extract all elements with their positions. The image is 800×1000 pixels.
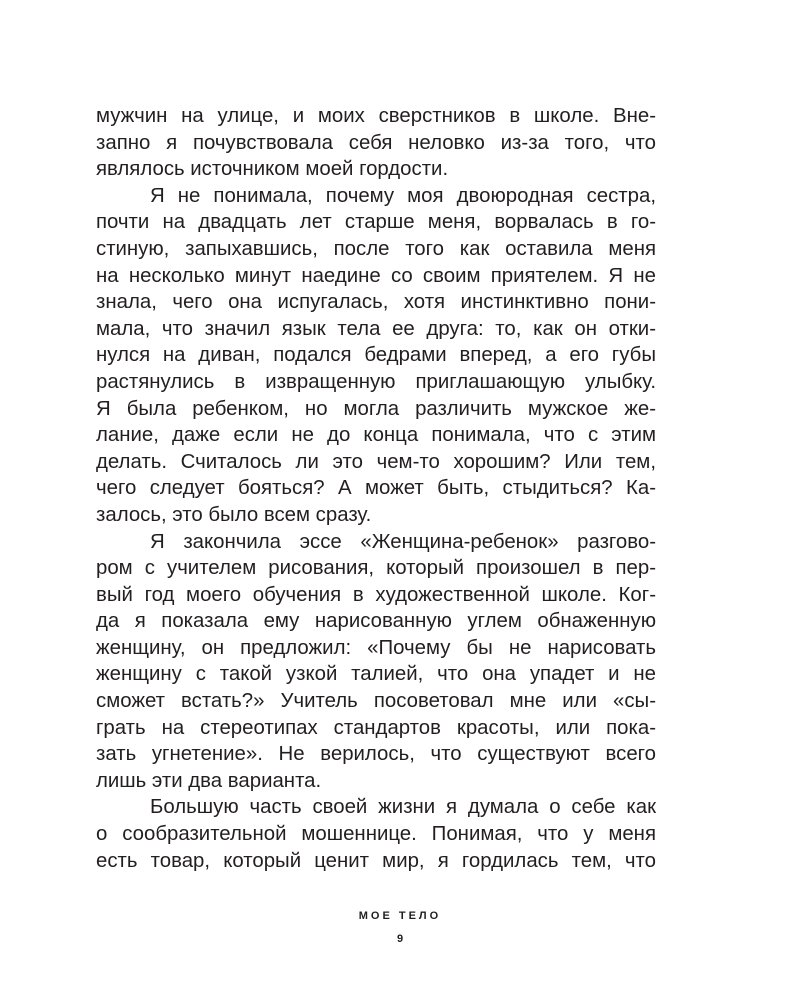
paragraph-first-line: Я закончила эссе «Женщина-ребенок» разгово- <box>150 530 656 553</box>
page-number: 9 <box>396 933 404 945</box>
text-line: ром с учителем рисования, который произошел в пер- <box>96 557 656 580</box>
text-line: запно я почувствовала себя неловко из-за того, что <box>96 131 656 154</box>
text-line: мала, что значил язык тела ее друга: то, как он отки- <box>96 317 656 340</box>
text-line: Я была ребенком, но могла различить мужское же- <box>96 397 656 420</box>
text-line: являлось источником моей гордости. <box>96 158 449 181</box>
text-line: на несколько минут наедине со своим приятелем. Я не <box>96 264 656 287</box>
text-line: да я показала ему нарисованную углем обнаженную <box>96 610 656 633</box>
text-line: залось, это было всем сразу. <box>96 503 372 526</box>
text-line: почти на двадцать лет старше меня, ворвалась в го- <box>96 211 656 234</box>
text-line: вый год моего обучения в художественной школе. Ког- <box>96 583 656 606</box>
text-line: делать. Считалось ли это чем-то хорошим? Или тем, <box>96 450 656 473</box>
text-line: женщину с такой узкой талией, что она упадет и не <box>96 663 656 686</box>
text-line: есть товар, который ценит мир, я гордилась тем, что <box>96 849 656 872</box>
text-line: грать на стереотипах стандартов красоты, или пока- <box>96 716 656 739</box>
text-line: сможет встать?» Учитель посоветовал мне или «сы- <box>96 690 656 713</box>
running-title: МОЕ ТЕЛО <box>358 910 442 922</box>
text-line: лишь эти два варианта. <box>96 769 322 792</box>
text-line: женщину, он предложил: «Почему бы не нарисовать <box>96 636 656 659</box>
text-line: растянулись в извращенную приглашающую улыбку. <box>96 370 656 393</box>
text-line: нулся на диван, подался бедрами вперед, а его губы <box>96 344 656 367</box>
text-line: лание, даже если не до конца понимала, что с этим <box>96 424 656 447</box>
paragraph-first-line: Я не понимала, почему моя двоюродная сестра, <box>150 184 656 207</box>
paragraph-first-line: Большую часть своей жизни я думала о себе как <box>150 796 656 819</box>
body-text <box>96 103 656 874</box>
text-line: мужчин на улице, и моих сверстников в школе. Вне- <box>96 105 656 127</box>
text-line: о сообразительной мошеннице. Понимая, что у меня <box>96 823 656 846</box>
text-line: стиную, запыхавшись, после того как оставила меня <box>96 237 656 260</box>
text-line: знала, чего она испугалась, хотя инстинктивно пони- <box>96 291 656 314</box>
text-line: зать угнетение». Не верилось, что существуют всего <box>96 743 656 766</box>
text-line: чего следует бояться? А может быть, стыдиться? Ка- <box>96 477 656 500</box>
